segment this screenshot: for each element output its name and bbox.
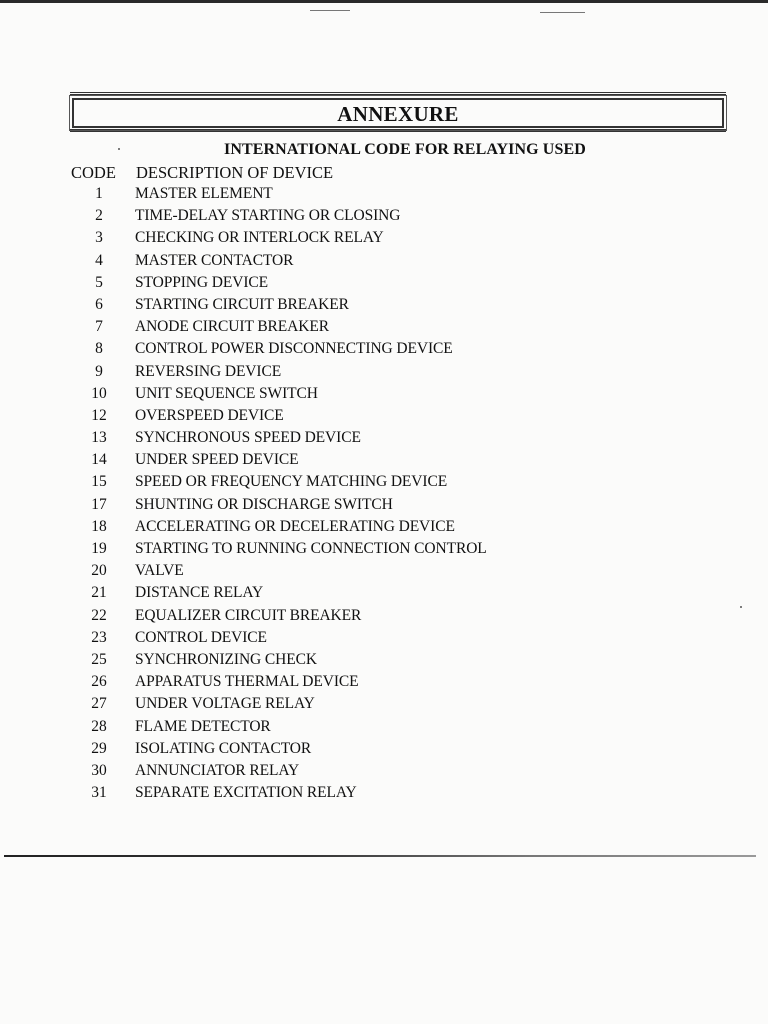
device-description: UNDER VOLTAGE RELAY — [135, 695, 315, 713]
device-code: 31 — [91, 784, 107, 802]
column-header-code: CODE — [71, 163, 116, 182]
device-code: 22 — [91, 606, 107, 624]
device-description: ANNUNCIATOR RELAY — [135, 761, 300, 779]
device-code: 7 — [95, 318, 103, 336]
page-top-edge — [0, 0, 768, 3]
list-item — [0, 472, 768, 494]
device-description: UNDER SPEED DEVICE — [135, 451, 299, 469]
list-item — [0, 517, 768, 539]
device-code: 21 — [91, 584, 107, 602]
device-code: 23 — [91, 628, 107, 646]
device-description: REVERSING DEVICE — [135, 362, 282, 380]
list-item — [0, 717, 768, 739]
list-item — [0, 761, 768, 783]
device-description: STOPPING DEVICE — [135, 273, 268, 291]
device-description: MASTER CONTACTOR — [135, 251, 294, 269]
list-item — [0, 628, 768, 650]
bottom-rule — [4, 855, 756, 857]
device-description: MASTER ELEMENT — [135, 185, 273, 202]
list-item — [0, 561, 768, 583]
device-description: SPEED OR FREQUENCY MATCHING DEVICE — [135, 473, 448, 491]
list-item — [0, 428, 768, 450]
device-code: 12 — [91, 406, 107, 424]
device-code: 6 — [95, 295, 103, 313]
device-description: ANODE CIRCUIT BREAKER — [135, 318, 329, 336]
device-code: 13 — [91, 429, 107, 447]
device-description: DISTANCE RELAY — [135, 584, 264, 602]
device-description: CONTROL POWER DISCONNECTING DEVICE — [135, 340, 453, 358]
device-code: 15 — [91, 473, 107, 491]
device-code: 17 — [91, 495, 107, 513]
list-item — [0, 583, 768, 605]
device-description: SYNCHRONIZING CHECK — [135, 650, 317, 668]
device-description: EQUALIZER CIRCUIT BREAKER — [135, 606, 362, 624]
device-code: 9 — [95, 362, 103, 380]
list-item — [0, 694, 768, 716]
device-code: 20 — [91, 562, 107, 580]
list-item — [0, 273, 768, 295]
device-code: 3 — [95, 229, 103, 247]
device-code: 5 — [95, 273, 103, 291]
device-code: 2 — [95, 207, 103, 225]
list-item — [0, 650, 768, 672]
device-code: 25 — [91, 650, 107, 668]
device-code: 19 — [91, 540, 107, 557]
list-item — [0, 206, 768, 228]
list-item — [0, 495, 768, 517]
device-description: OVERSPEED DEVICE — [135, 406, 284, 424]
list-item — [0, 362, 768, 384]
device-description: TIME-DELAY STARTING OR CLOSING — [135, 207, 401, 225]
document-subtitle: INTERNATIONAL CODE FOR RELAYING USED — [224, 141, 586, 158]
list-item — [0, 539, 768, 561]
list-item — [0, 339, 768, 361]
device-code: 14 — [91, 451, 107, 469]
device-description: APPARATUS THERMAL DEVICE — [135, 673, 359, 691]
device-code: 8 — [95, 340, 103, 358]
device-description: STARTING CIRCUIT BREAKER — [135, 295, 349, 313]
device-description: ISOLATING CONTACTOR — [135, 739, 312, 757]
list-item — [0, 739, 768, 761]
list-item — [0, 606, 768, 628]
annexure-title: ANNEXURE — [337, 102, 459, 126]
list-item — [0, 783, 768, 805]
scan-speck — [740, 606, 742, 608]
list-item — [0, 672, 768, 694]
list-item — [0, 295, 768, 317]
scan-artifact — [310, 10, 350, 11]
list-item — [0, 317, 768, 339]
device-description: VALVE — [135, 562, 184, 580]
device-code: 4 — [95, 251, 103, 269]
column-header-description: DESCRIPTION OF DEVICE — [136, 163, 334, 182]
device-description: SYNCHRONOUS SPEED DEVICE — [135, 429, 361, 447]
device-description: SEPARATE EXCITATION RELAY — [135, 784, 357, 802]
device-code: 29 — [91, 739, 107, 757]
device-description: CONTROL DEVICE — [135, 628, 267, 646]
device-description: CHECKING OR INTERLOCK RELAY — [135, 229, 384, 247]
device-code: 27 — [91, 695, 107, 713]
device-description: ACCELERATING OR DECELERATING DEVICE — [135, 517, 455, 535]
list-item — [0, 450, 768, 472]
device-description: FLAME DETECTOR — [135, 717, 271, 735]
annexure-banner — [72, 98, 724, 128]
list-item — [0, 184, 768, 206]
device-code: 10 — [91, 384, 107, 402]
device-code: 1 — [95, 185, 103, 202]
device-code: 28 — [91, 717, 107, 735]
list-item — [0, 384, 768, 406]
scan-speck — [118, 148, 120, 150]
scan-artifact — [540, 12, 585, 13]
device-description: STARTING TO RUNNING CONNECTION CONTROL — [135, 540, 487, 557]
list-item — [0, 251, 768, 273]
device-code: 30 — [91, 761, 107, 779]
list-item — [0, 228, 768, 250]
device-code: 26 — [91, 673, 107, 691]
device-code-list — [0, 184, 768, 805]
device-description: UNIT SEQUENCE SWITCH — [135, 384, 318, 402]
list-item — [0, 406, 768, 428]
device-code: 18 — [91, 517, 107, 535]
device-description: SHUNTING OR DISCHARGE SWITCH — [135, 495, 393, 513]
